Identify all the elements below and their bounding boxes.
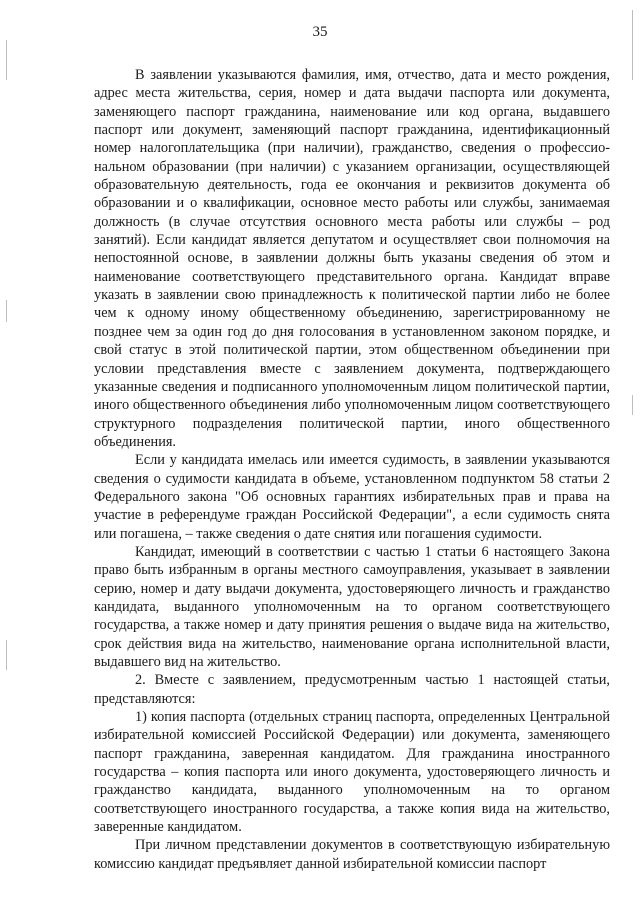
- paragraph-personal-submission: При личном представлении документов в соответствующую избирательную комиссию кандидат предъявляет данной избирательной комиссии паспорт: [94, 837, 610, 872]
- document-body: [94, 66, 610, 873]
- scan-edge-mark: [632, 395, 633, 415]
- paragraph-item-2: 2. Вместе с заявлением, предусмотренным частью 1 настоящей статьи, представляются:: [94, 672, 610, 707]
- paragraph-application-contents: В заявлении указываются фамилия, имя, отчество, дата и место рождения, адрес места жительства, серия, номер и дата выдачи паспорта или документа, заменяющего паспорт гражданина, наименование или код органа, выдавшего паспорт или документ, заменяющий паспорт гражданина, идентификационный номер налогоплательщика (при наличии), гражданство, сведения о профессиональном образовании (при наличии) с указанием организации, осуществляющей образовательную деятельность, года ее окончания и реквизитов документа об образовании и о квалификации, основное место работы или службы, занимаемая должность (в случае отсутствия основного места работы или службы – род занятий). Если кандидат является депутатом и осуществляет свои полномочия на непостоянной основе, в заявлении должны быть указаны сведения об этом и наименование соответствующего представительного органа. Кандидат вправе указать в заявлении свою принадлежность к политической партии либо не более чем к одному иному общественному объединению, зарегистрированному не позднее чем за один год до дня голосования в установленном законом порядке, и свой статус в этой политической партии, этом общественном объединении при условии представления вместе с заявлением документа, подтверждающего указанные сведения и подписанного уполномоченным лицом политической партии, иного общественного объединения либо уполномоченным лицом соответствующего структурного подразделения политической партии, иного общественного объединения.: [94, 67, 610, 450]
- paragraph-subitem-1: 1) копия паспорта (отдельных страниц паспорта, определенных Центральной избирательной комиссией Российской Федерации) или документа, заменяющего паспорт гражданина, заверенная кандидатом. Для гражданина иностранного государства – копия паспорта или иного документа, удостоверяющего личность и гражданство кандидата, выданного уполномоченным на то органом соответствующего иностранного государства, а также копия вида на жительство, заверенные кандидатом.: [94, 709, 610, 836]
- scan-edge-mark: [6, 640, 7, 670]
- paragraph-foreign-candidate: Кандидат, имеющий в соответствии с частью 1 статьи 6 настоящего Закона право быть избранным в органы местного самоуправления, указывает в заявлении серию, номер и дату выдачи документа, удостоверяющего личность и гражданство кандидата, выданного уполномоченным на то органом соответствующего государства, а также номер и дату принятия решения о выдаче вида на жительство, срок действия вида на жительство, наименование органа исполнительной власти, выдавшего вид на жительство.: [94, 543, 610, 670]
- scan-edge-mark: [6, 40, 7, 80]
- scan-edge-mark: [632, 10, 633, 80]
- paragraph-criminal-record: Если у кандидата имелась или имеется судимость, в заявлении указываются сведения о судимости кандидата в объеме, установленном подпунктом 58 статьи 2 Федерального закона "Об основных гарантиях избирательных прав и права на участие в референдуме граждан Российской Федерации", а если судимость снята или погашена, – также сведения о дате снятия или погашения судимости.: [94, 452, 610, 542]
- scan-edge-mark: [6, 300, 7, 322]
- page-number: 35: [312, 24, 328, 40]
